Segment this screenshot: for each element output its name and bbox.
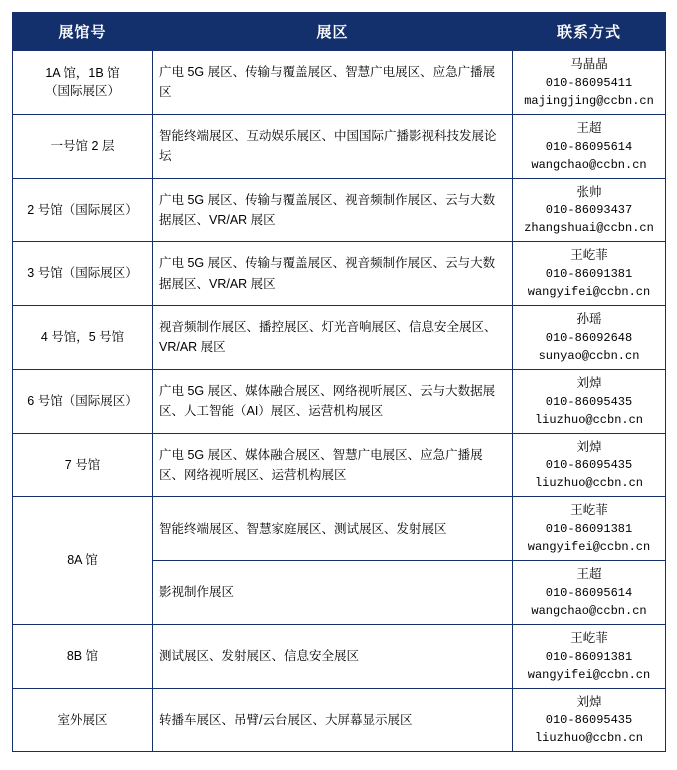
zone-cell: 智能终端展区、智慧家庭展区、测试展区、发射展区 [153, 497, 513, 561]
contact-phone: 010-86095411 [545, 75, 633, 90]
hall-line: 2 号馆（国际展区） [27, 202, 138, 217]
contact-email: liuzhuo@ccbn.cn [534, 476, 644, 491]
hall-line: （国际展区） [44, 84, 120, 99]
contact-phone: 010-86091381 [545, 267, 633, 281]
contact-email: wangyifei@ccbn.cn [527, 667, 651, 682]
hall-line: 室外展区 [57, 712, 108, 727]
zone-cell: 广电 5G 展区、传输与覆盖展区、智慧广电展区、应急广播展区 [153, 51, 513, 115]
table-body [13, 51, 666, 752]
table-row [13, 688, 666, 752]
contact-cell [513, 497, 666, 561]
contact-email: wangchao@ccbn.cn [531, 157, 647, 172]
contact-phone: 010-86095614 [545, 139, 633, 154]
zone-cell: 广电 5G 展区、媒体融合展区、网络视听展区、云与大数据展区、人工智能（AI）展区、运营机构展区 [153, 369, 513, 433]
contact-email: liuzhuo@ccbn.cn [534, 412, 644, 427]
contact-name: 王屹菲 [570, 248, 608, 263]
contact-cell [513, 114, 666, 178]
hall-cell [13, 433, 153, 497]
contact-phone: 010-86093437 [545, 203, 633, 218]
table-row [13, 624, 666, 688]
zone-cell: 视音频制作展区、播控展区、灯光音响展区、信息安全展区、VR/AR 展区 [153, 306, 513, 370]
contact-email: wangyifei@ccbn.cn [527, 540, 651, 554]
column-header-zone: 展区 [153, 13, 513, 51]
contact-phone: 010-86095614 [545, 585, 633, 600]
contact-cell [513, 306, 666, 370]
hall-line: 1A 馆，1B 馆 [45, 65, 120, 80]
exhibition-halls-table [12, 12, 666, 752]
table-row [13, 178, 666, 242]
contact-phone: 010-86095435 [545, 394, 633, 409]
table-row [13, 306, 666, 370]
contact-name: 王屹菲 [570, 630, 608, 645]
contact-email: majingjing@ccbn.cn [524, 93, 654, 108]
hall-line: 8B 馆 [66, 648, 99, 663]
table-row [13, 369, 666, 433]
table-row [13, 114, 666, 178]
contact-name: 刘焯 [576, 694, 602, 709]
zone-cell: 广电 5G 展区、媒体融合展区、智慧广电展区、应急广播展区、网络视听展区、运营机构展区 [153, 433, 513, 497]
contact-cell [513, 561, 666, 625]
contact-name: 刘焯 [576, 375, 602, 390]
hall-cell [13, 624, 153, 688]
zone-cell: 影视制作展区 [153, 561, 513, 625]
hall-line: 8A 馆 [67, 553, 98, 568]
contact-cell [513, 433, 666, 497]
contact-name: 刘焯 [576, 439, 602, 454]
hall-cell [13, 497, 153, 625]
contact-email: wangchao@ccbn.cn [531, 603, 647, 618]
contact-cell [513, 51, 666, 115]
contact-name: 马晶晶 [570, 57, 608, 71]
contact-phone: 010-86091381 [545, 649, 633, 664]
hall-line: 7 号馆 [64, 457, 101, 472]
zone-cell: 广电 5G 展区、传输与覆盖展区、视音频制作展区、云与大数据展区、VR/AR 展区 [153, 242, 513, 306]
zone-cell: 智能终端展区、互动娱乐展区、中国国际广播影视科技发展论坛 [153, 114, 513, 178]
hall-cell [13, 306, 153, 370]
contact-cell [513, 369, 666, 433]
contact-name: 孙瑶 [576, 312, 602, 326]
column-header-contact: 联系方式 [513, 13, 666, 51]
contact-name: 王超 [576, 120, 602, 135]
contact-cell [513, 242, 666, 306]
table-row [13, 497, 666, 561]
contact-name: 张帅 [576, 184, 602, 199]
contact-cell [513, 624, 666, 688]
table-row [13, 433, 666, 497]
contact-name: 王屹菲 [570, 503, 608, 518]
contact-email: liuzhuo@ccbn.cn [534, 731, 644, 746]
hall-cell [13, 369, 153, 433]
contact-email: zhangshuai@ccbn.cn [524, 221, 654, 236]
zone-cell: 测试展区、发射展区、信息安全展区 [153, 624, 513, 688]
contact-email: wangyifei@ccbn.cn [527, 285, 651, 299]
table-row [13, 242, 666, 306]
hall-line: 3 号馆（国际展区） [27, 266, 138, 281]
contact-name: 王超 [576, 567, 602, 581]
table-header [13, 13, 666, 51]
contact-phone: 010-86092648 [545, 330, 633, 345]
hall-cell [13, 178, 153, 242]
contact-cell [513, 178, 666, 242]
hall-line: 一号馆 2 层 [50, 138, 115, 153]
contact-phone: 010-86095435 [545, 458, 633, 473]
table-row [13, 51, 666, 115]
hall-line: 6 号馆（国际展区） [27, 393, 138, 408]
column-header-hall: 展馆号 [13, 13, 153, 51]
hall-cell [13, 114, 153, 178]
hall-line: 4 号馆，5 号馆 [40, 330, 125, 344]
hall-cell [13, 688, 153, 752]
contact-cell [513, 688, 666, 752]
hall-cell [13, 242, 153, 306]
contact-phone: 010-86091381 [545, 522, 633, 536]
hall-cell [13, 51, 153, 115]
header-row [13, 13, 666, 51]
zone-cell: 广电 5G 展区、传输与覆盖展区、视音频制作展区、云与大数据展区、VR/AR 展区 [153, 178, 513, 242]
zone-cell: 转播车展区、吊臂/云台展区、大屏幕显示展区 [153, 688, 513, 752]
contact-email: sunyao@ccbn.cn [538, 348, 640, 363]
contact-phone: 010-86095435 [545, 713, 633, 728]
